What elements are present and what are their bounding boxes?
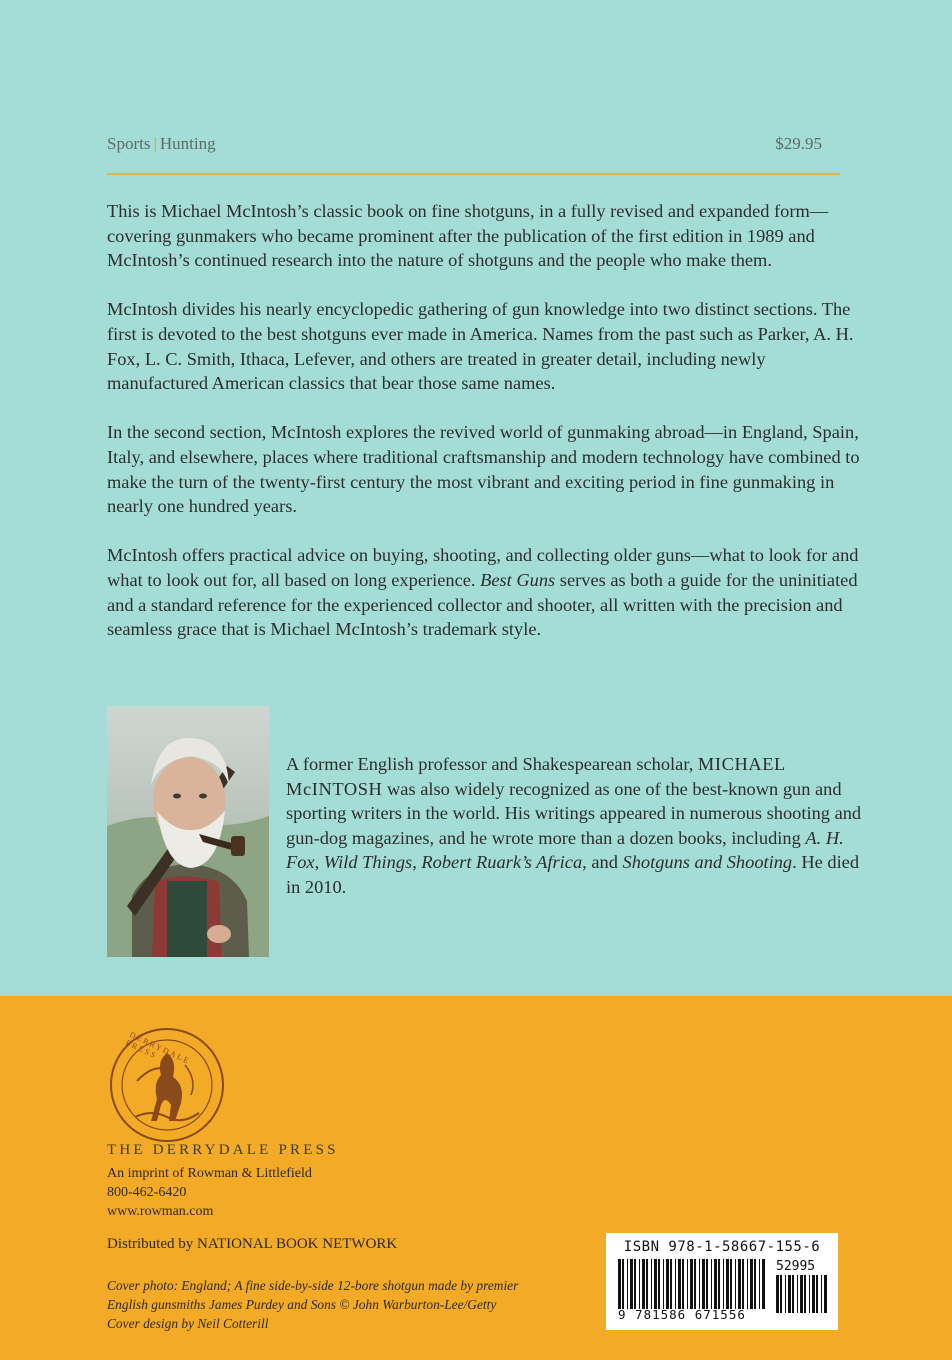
description-paragraph-4 [107, 543, 867, 641]
barcode-bar [776, 1275, 779, 1313]
barcode-bar [762, 1259, 765, 1309]
barcode-digits: 9 781586 671556 [618, 1307, 746, 1322]
barcode-bar [627, 1259, 628, 1309]
barcode-bar [711, 1259, 712, 1309]
book-title-shotguns-shooting: Shotguns and Shooting [622, 852, 793, 873]
barcode-bar [726, 1259, 729, 1309]
isbn-number: ISBN 978-1-58667-155-6 [623, 1239, 821, 1255]
barcode-bar [670, 1259, 672, 1309]
bio-separator-1: , [314, 852, 324, 873]
publisher-phone: 800-462-6420 [107, 1185, 187, 1200]
book-title-best-guns: Best Guns [480, 569, 556, 590]
barcode-bar [812, 1275, 815, 1313]
barcode-bar [658, 1259, 660, 1309]
publisher-website[interactable]: www.rowman.com [107, 1204, 214, 1219]
book-title-wild-things: Wild Things [323, 852, 413, 873]
barcode-bar [651, 1259, 652, 1309]
imprint-line: An imprint of Rowman & Littlefield [107, 1166, 312, 1181]
barcode-bar [618, 1259, 621, 1309]
category-label [107, 134, 216, 154]
bio-intro: A former English professor and Shakespearean scholar, [286, 754, 698, 774]
barcode-bar [747, 1259, 748, 1309]
barcode-bar [702, 1259, 705, 1309]
seal-text: DERRYDALE PRESS [124, 1030, 192, 1067]
barcode-bar [630, 1259, 633, 1309]
barcode-bar [646, 1259, 648, 1309]
barcode-bar [654, 1259, 657, 1309]
credit-line-3: Cover design by Neil Cotterill [107, 1316, 269, 1331]
barcode-bar [816, 1275, 818, 1313]
paragraph-4-end: serves as both a guide for the uninitiated and a standard reference for the experienced collector and shooter, all written with the precision and seamless grace that is Michael McIntosh’s trademark style. [107, 569, 858, 640]
description-paragraph-3: In the second section, McIntosh explores the revived world of gunmaking abroad—in England, Spain, Italy, and elsewhere, places where traditional craftsmanship and modern technology have combined to make the turn of the twenty-first century the most vibrant and exciting period in fine gunmaking in nearly one hundred years. [107, 422, 860, 517]
barcode-bar [694, 1259, 696, 1309]
distributor-line: Distributed by NATIONAL BOOK NETWORK [107, 1236, 398, 1252]
barcode-addon-bars [776, 1275, 828, 1313]
barcode-price-code: 52995 [776, 1259, 816, 1274]
barcode-bar [714, 1259, 717, 1309]
barcode-bar [642, 1259, 645, 1309]
barcode-bar [792, 1275, 794, 1313]
description-paragraph-1: This is Michael McIntosh’s classic book on fine shotguns, in a fully revised and expanded form—covering gunmakers who became prominent after the publication of the first edition in 1989 and McIntosh’s continued research into the nature of shotguns and the people who make them. [107, 201, 829, 271]
barcode-bar [780, 1275, 782, 1313]
barcode-bar [809, 1275, 810, 1313]
barcode-bar [678, 1259, 681, 1309]
credit-line-1: Cover photo: England; A fine side-by-side 12-bore shotgun made by premier [107, 1278, 519, 1293]
barcode-bar [675, 1259, 676, 1309]
book-title-ruark: Robert Ruark’s Africa [421, 852, 583, 873]
barcode-bar [759, 1259, 760, 1309]
cover-credits [107, 1276, 518, 1333]
barcode-bars [618, 1259, 768, 1309]
barcode-bar [663, 1259, 664, 1309]
barcode-bar [666, 1259, 669, 1309]
barcode-bar [735, 1259, 736, 1309]
isbn-barcode [606, 1233, 838, 1330]
barcode-bar [634, 1259, 636, 1309]
barcode-bar [824, 1275, 827, 1313]
barcode-bar [639, 1259, 640, 1309]
barcode-bar [690, 1259, 693, 1309]
author-portrait-image [107, 706, 269, 957]
barcode-bar [797, 1275, 798, 1313]
barcode-bar [742, 1259, 744, 1309]
bio-end: . He died in 2010. [286, 852, 860, 897]
barcode-bar [622, 1259, 624, 1309]
barcode-bar [706, 1259, 708, 1309]
publisher-info [107, 1164, 312, 1221]
book-description [107, 199, 867, 666]
barcode-bar [687, 1259, 688, 1309]
paragraph-4-start: McIntosh offers practical advice on buying, shooting, and collecting older guns—what to look for and what to look out for, all based on long experience. [107, 545, 859, 590]
barcode-bar [738, 1259, 741, 1309]
category-hunting: Hunting [159, 134, 216, 153]
author-photo [107, 706, 269, 957]
price-label: $29.95 [775, 134, 822, 153]
bio-separator-2: , [412, 852, 422, 873]
barcode-bar [699, 1259, 700, 1309]
barcode-bar [730, 1259, 732, 1309]
category-separator: | [153, 134, 157, 153]
bio-text: was also widely recognized as one of the best-known gun and sporting writers in the world. His writings appeared in numerous shooting and gun-dog magazines, and he wrote more than a dozen books, including [286, 778, 862, 848]
header-row [107, 132, 840, 158]
barcode-bar [804, 1275, 806, 1313]
barcode-bar [800, 1275, 803, 1313]
barcode-bar [723, 1259, 724, 1309]
barcode-bar [682, 1259, 684, 1309]
barcode-bar [750, 1259, 753, 1309]
barcode-bar [718, 1259, 720, 1309]
credit-line-2: English gunsmiths James Purdey and Sons © John Warburton-Lee/Getty [107, 1297, 497, 1312]
bio-separator-3: , and [582, 852, 623, 873]
book-title-fox: A. H. Fox [286, 827, 844, 873]
publisher-name: THE DERRYDALE PRESS [107, 1142, 339, 1158]
header-divider [107, 173, 840, 175]
description-paragraph-2: McIntosh divides his nearly encyclopedic gathering of gun knowledge into two distinct sections. The first is devoted to the best shotguns ever made in America. Names from the past such as Parker, A. H. Fox, L. C. Smith, Ithaca, Lefever, and others are treated in greater detail, including newly manufactured American classics that bear those same names. [107, 299, 854, 394]
barcode-bar [785, 1275, 786, 1313]
author-name: MICHAEL McINTOSH [286, 754, 786, 799]
barcode-bar [821, 1275, 822, 1313]
barcode-bar [788, 1275, 791, 1313]
category-sports: Sports [107, 134, 151, 153]
author-bio [286, 752, 866, 900]
barcode-bar [754, 1259, 756, 1309]
